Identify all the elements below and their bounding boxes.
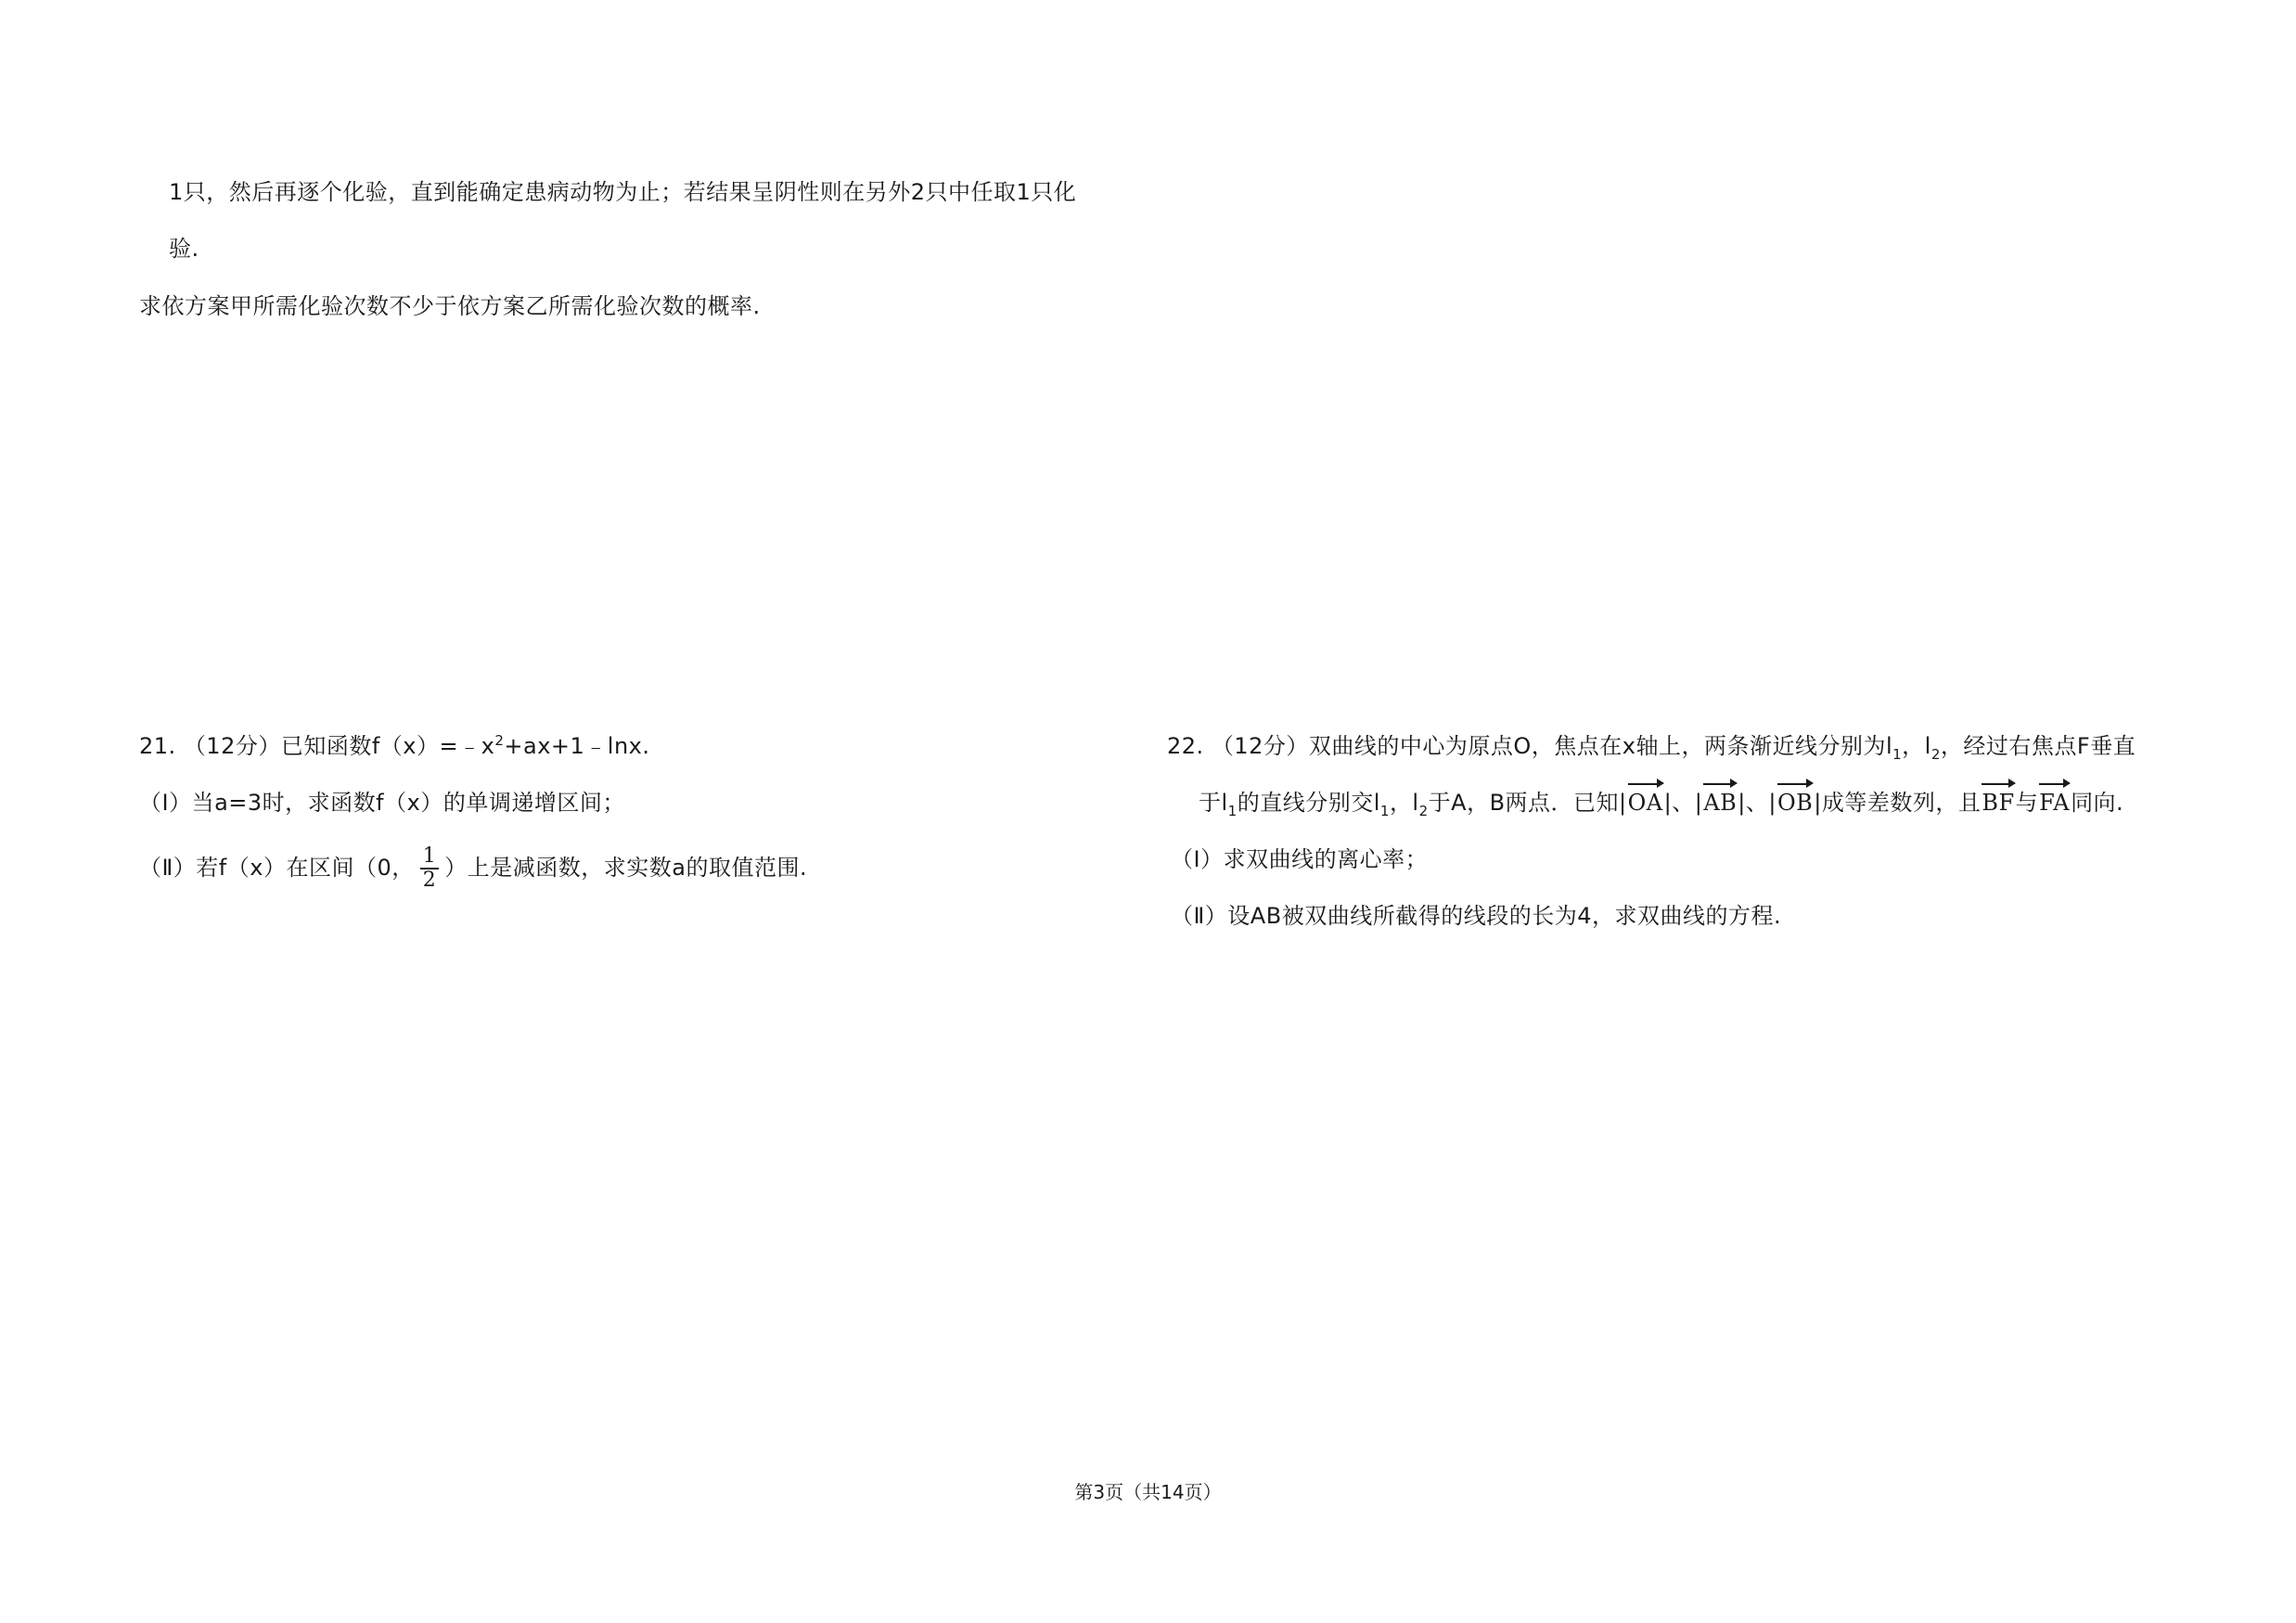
- prev-question-ask: 求依方案甲所需化验次数不少于依方案乙所需化验次数的概率.: [139, 293, 761, 319]
- subscript: 2: [1930, 745, 1941, 763]
- question-text: |、|: [1738, 790, 1777, 816]
- vector-ab: AB: [1702, 787, 1738, 818]
- fraction-denominator: 2: [422, 869, 437, 892]
- subscript: 1: [1227, 802, 1238, 819]
- page-number-footer: 第3页（共14页）: [1074, 1481, 1222, 1503]
- question-text: 的直线分别交l: [1237, 790, 1380, 816]
- vector-bf: BF: [1981, 787, 2015, 818]
- question-21-stem: [139, 730, 649, 762]
- fraction-numerator: 1: [420, 845, 440, 869]
- question-22-stem-line1: [1167, 730, 2136, 762]
- question-score: （12分）: [183, 733, 281, 759]
- question-text: |成等差数列，且: [1814, 790, 1982, 816]
- question-text: 于A，B两点．已知|: [1428, 790, 1627, 816]
- subscript: 1: [1379, 802, 1390, 819]
- vector-ob: OB: [1777, 787, 1814, 818]
- question-score: （12分）: [1211, 733, 1309, 759]
- subscript: 2: [1418, 802, 1429, 819]
- question-text: ）上是减函数，求实数a的取值范围.: [444, 855, 808, 881]
- question-text: ，l: [1902, 733, 1931, 759]
- question-text: ，l: [1389, 790, 1419, 816]
- question-text: 已知函数f（x）=﹣x: [280, 733, 495, 759]
- question-21-part-1: （Ⅰ）当a=3时，求函数f（x）的单调递增区间；: [139, 790, 625, 816]
- question-text: 于l: [1199, 790, 1228, 816]
- prev-question-continuation-line2: 验.: [169, 236, 199, 262]
- question-text: |、|: [1663, 790, 1703, 816]
- question-text: 同向.: [2071, 790, 2124, 816]
- question-22-stem-line2: [1199, 787, 2123, 818]
- question-text: ，经过右焦点F垂直: [1940, 733, 2136, 759]
- vector-fa: FA: [2038, 787, 2071, 818]
- question-22-part-2: （Ⅱ）设AB被双曲线所截得的线段的长为4，求双曲线的方程.: [1171, 903, 1782, 929]
- question-text: （Ⅱ）若f（x）在区间（0，: [139, 855, 415, 881]
- question-text: 与: [2015, 790, 2039, 816]
- prev-question-continuation-line1: 1只，然后再逐个化验，直到能确定患病动物为止；若结果呈阴性则在另外2只中任取1只化: [169, 179, 1077, 205]
- subscript: 1: [1892, 745, 1903, 763]
- question-22-part-1: （Ⅰ）求双曲线的离心率；: [1171, 846, 1429, 872]
- fraction: [420, 845, 440, 892]
- question-number: 22.: [1167, 733, 1204, 759]
- exponent: 2: [494, 732, 505, 749]
- question-text: 双曲线的中心为原点O，焦点在x轴上，两条渐近线分别为l: [1308, 733, 1893, 759]
- question-21-part-2: [139, 845, 807, 892]
- question-number: 21.: [139, 733, 176, 759]
- question-text: +ax+1﹣lnx.: [504, 733, 650, 759]
- vector-oa: OA: [1627, 787, 1664, 818]
